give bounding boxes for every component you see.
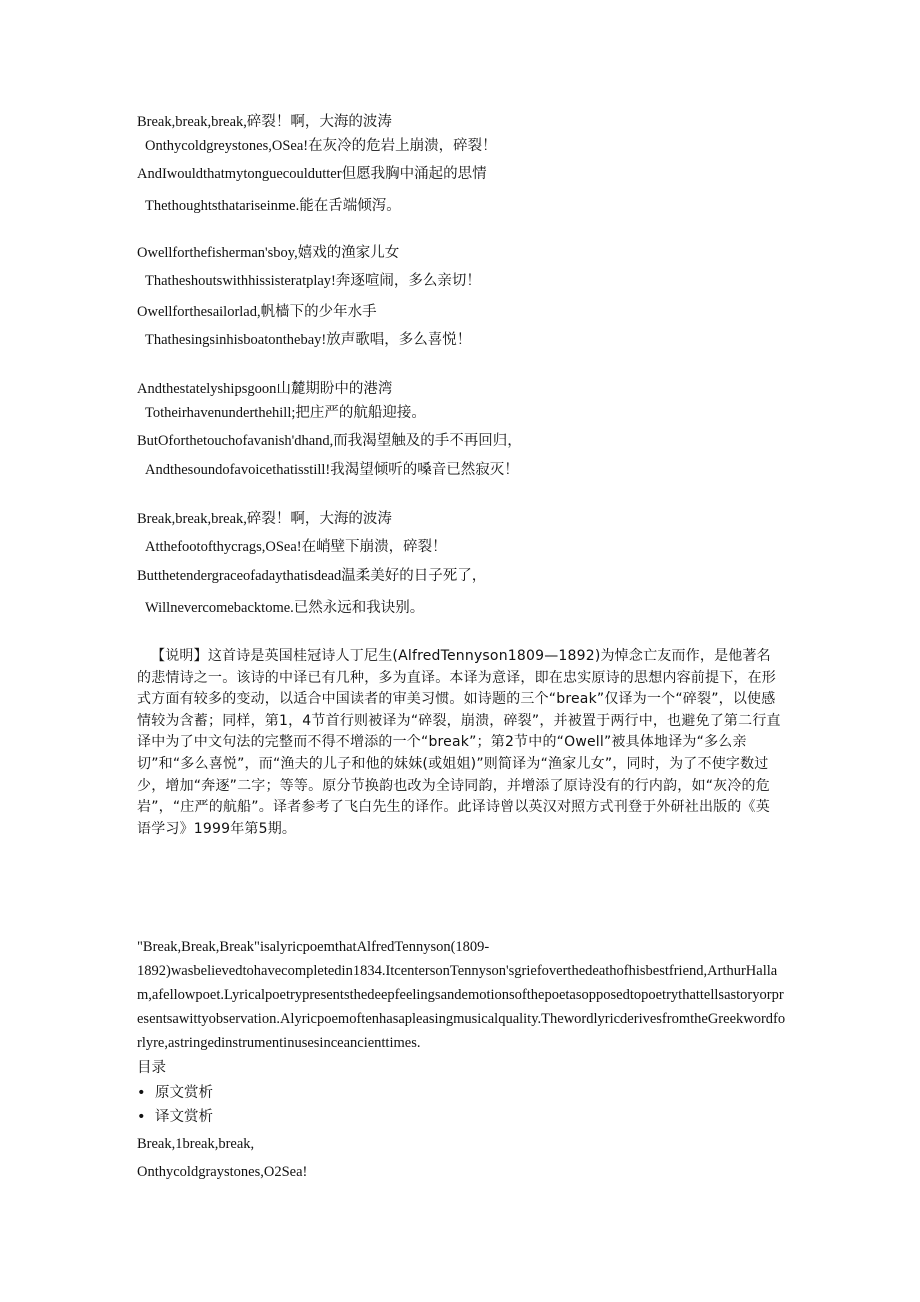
english-intro-line: "Break,Break,Break"isalyricpoemthatAlfredTennyson(1809- xyxy=(137,939,490,955)
poem-line: Owellforthesailorlad,帆樯下的少年水手 xyxy=(137,304,377,320)
translation-note xyxy=(137,646,782,840)
toc-item-label: 原文赏析 xyxy=(155,1085,213,1101)
note-body: 这首诗是英国桂冠诗人丁尼生(AlfredTennyson1809—1892)为悼念亡友而作，是他著名的悲情诗之一。该诗的中译已有几种，多为直译。本译为意译，即在忠实原诗的思想内容前提下，在形式方面有较多的变动，以适合中国读者的审美习惯。如诗题的三个“break”仅译为一个“碎裂”，以使感情较为含蓄；同样，第1，4节首行则被译为“碎裂，崩溃，碎裂”，并被置于两行中，也避免了第二行直译中为了中文句法的完整而不得不增添的一个“break”；第2节中的“Owell”被具体地译为“多么亲切”和“多么喜悦”，而“渔夫的儿子和他的妹妹(或姐姐)”则简译为“渔家儿女”，同时，为了不使字数过少，增加“奔逐”二字；等等。原分节换韵也改为全诗同韵，并增添了原诗没有的行内韵，如“灰冷的危岩”，“庄严的航船”。译者参考了飞白先生的译作。此译诗曾以英汉对照方式刊登于外研社出版的《英语学习》1999年第5期。 xyxy=(137,648,781,837)
toc-title: 目录 xyxy=(137,1060,166,1076)
poem-line: Totheirhavenunderthehill;把庄严的航船迎接。 xyxy=(145,405,426,421)
toc-item[interactable] xyxy=(137,1105,213,1129)
poem-line: ButOforthetouchofavanish'dhand,而我渴望触及的手不再回归， xyxy=(137,433,522,449)
poem-line: Andthesoundofavoicethatisstill!我渴望倾听的嗓音已然寂灭！ xyxy=(145,462,519,478)
poem-line: Willnevercomebacktome.已然永远和我诀别。 xyxy=(145,600,425,616)
poem-line: Andthestatelyshipsgoon山麓期盼中的港湾 xyxy=(137,381,393,397)
poem-line: Break,break,break,碎裂！啊，大海的波涛 xyxy=(137,114,392,130)
toc-item[interactable] xyxy=(137,1081,213,1105)
bullet-icon: • xyxy=(137,1109,146,1125)
poem-line: Owellforthefisherman'sboy,嬉戏的渔家儿女 xyxy=(137,245,400,261)
poem-line: Thethoughtsthatariseinme.能在舌端倾泻。 xyxy=(145,198,401,214)
tail-line: Onthycoldgraystones,O2Sea! xyxy=(137,1164,308,1180)
tail-line: Break,1break,break, xyxy=(137,1136,255,1152)
poem-line: AndIwouldthatmytonguecouldutter但愿我胸中涌起的思情 xyxy=(137,166,487,182)
english-intro-body: 1892)wasbelievedtohavecompletedin1834.ItcentersonTennyson'sgriefoverthedeathofhisbestfriend,ArthurHallam,afellowpoet.Lyricalpoetrypresentsthedeepfeelingsandemotionsofthepoetasopposedtopoetrythattellsastoryorpresentsawittyobservation.Alyricpoemoftenhasapleasingmusicalquality.ThewordlyricderivesfromtheGreekwordforlyre,astringedinstrumentinusesinceancienttimes. xyxy=(137,963,786,1051)
poem-line: Break,break,break,碎裂！啊，大海的波涛 xyxy=(137,511,392,527)
poem-line: Onthycoldgreystones,OSea!在灰冷的危岩上崩溃，碎裂！ xyxy=(145,138,497,154)
english-intro xyxy=(137,935,787,1055)
poem-line: Thathesingsinhisboatonthebay!放声歌唱，多么喜悦！ xyxy=(145,332,472,348)
note-tag: 【说明】 xyxy=(151,648,208,664)
bullet-icon: • xyxy=(137,1085,146,1101)
poem-line: Atthefootofthycrags,OSea!在峭壁下崩溃，碎裂！ xyxy=(145,539,447,555)
toc-item-label: 译文赏析 xyxy=(155,1109,213,1125)
poem-line: Butthetendergraceofadaythatisdead温柔美好的日子死了， xyxy=(137,568,487,584)
toc-list xyxy=(137,1081,213,1129)
poem-line: Thatheshoutswithhissisteratplay!奔逐喧闹，多么亲切！ xyxy=(145,273,481,289)
